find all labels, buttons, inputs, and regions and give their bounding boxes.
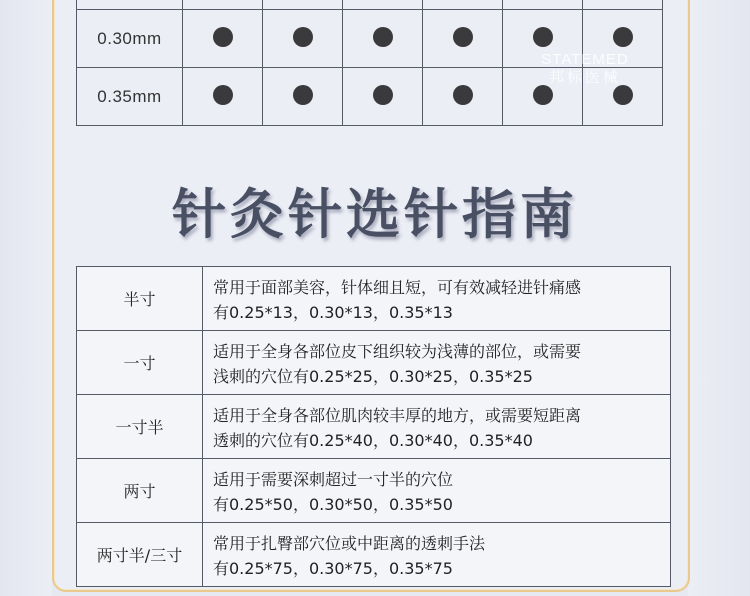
usage-description — [203, 459, 671, 523]
needle-guide-table — [76, 266, 671, 587]
description-line: 浅刺的穴位有0.25*25，0.30*25，0.35*25 — [213, 366, 533, 386]
description-line: 透刺的穴位有0.25*40，0.30*40，0.35*40 — [213, 430, 533, 450]
description-line: 常用于面部美容，针体细且短，可有效减轻进针痛感 — [213, 277, 582, 297]
usage-description — [203, 267, 671, 331]
table-row — [77, 331, 671, 395]
needle-length: 两寸半/三寸 — [77, 523, 203, 587]
description-line: 适用于全身各部位肌肉较丰厚的地方，或需要短距离 — [213, 405, 582, 425]
dot-mark — [293, 85, 313, 105]
needle-length: 两寸 — [77, 459, 203, 523]
dot-mark — [533, 27, 553, 47]
dot-mark — [213, 85, 233, 105]
right-margin — [688, 0, 750, 596]
dot-mark — [613, 85, 633, 105]
description-line: 适用于全身各部位皮下组织较为浅薄的部位，或需要 — [213, 341, 582, 361]
table-row — [77, 267, 671, 331]
table-row — [77, 459, 671, 523]
table-row — [77, 395, 671, 459]
watermark-chinese: 邦标医械 — [548, 68, 621, 86]
table-row — [77, 10, 663, 68]
dot-mark — [453, 27, 473, 47]
dot-mark — [533, 85, 553, 105]
table-row — [77, 68, 663, 126]
table-row — [77, 0, 663, 10]
dot-mark — [293, 27, 313, 47]
description-line: 适用于需要深刺超过一寸半的穴位 — [213, 469, 454, 489]
usage-description — [203, 331, 671, 395]
dot-mark — [373, 27, 393, 47]
needle-length: 半寸 — [77, 267, 203, 331]
description-line: 有0.25*50，0.30*50，0.35*50 — [213, 494, 453, 514]
needle-size-table — [76, 0, 663, 126]
page-title: 针灸针选针指南 — [172, 183, 578, 246]
dot-mark — [453, 85, 473, 105]
left-margin — [0, 0, 52, 596]
watermark-english: STATEMED — [541, 51, 629, 68]
description-line: 有0.25*13，0.30*13，0.35*13 — [213, 302, 453, 322]
size-label: 0.35mm — [77, 68, 183, 126]
dot-mark — [373, 85, 393, 105]
dot-mark — [213, 27, 233, 47]
table-row — [77, 523, 671, 587]
description-line: 有0.25*75，0.30*75，0.35*75 — [213, 558, 453, 578]
needle-length: 一寸半 — [77, 395, 203, 459]
needle-length: 一寸 — [77, 331, 203, 395]
usage-description — [203, 395, 671, 459]
dot-mark — [613, 27, 633, 47]
size-label: 0.30mm — [77, 10, 183, 68]
usage-description — [203, 523, 671, 587]
description-line: 常用于扎臀部穴位或中距离的透刺手法 — [213, 533, 486, 553]
